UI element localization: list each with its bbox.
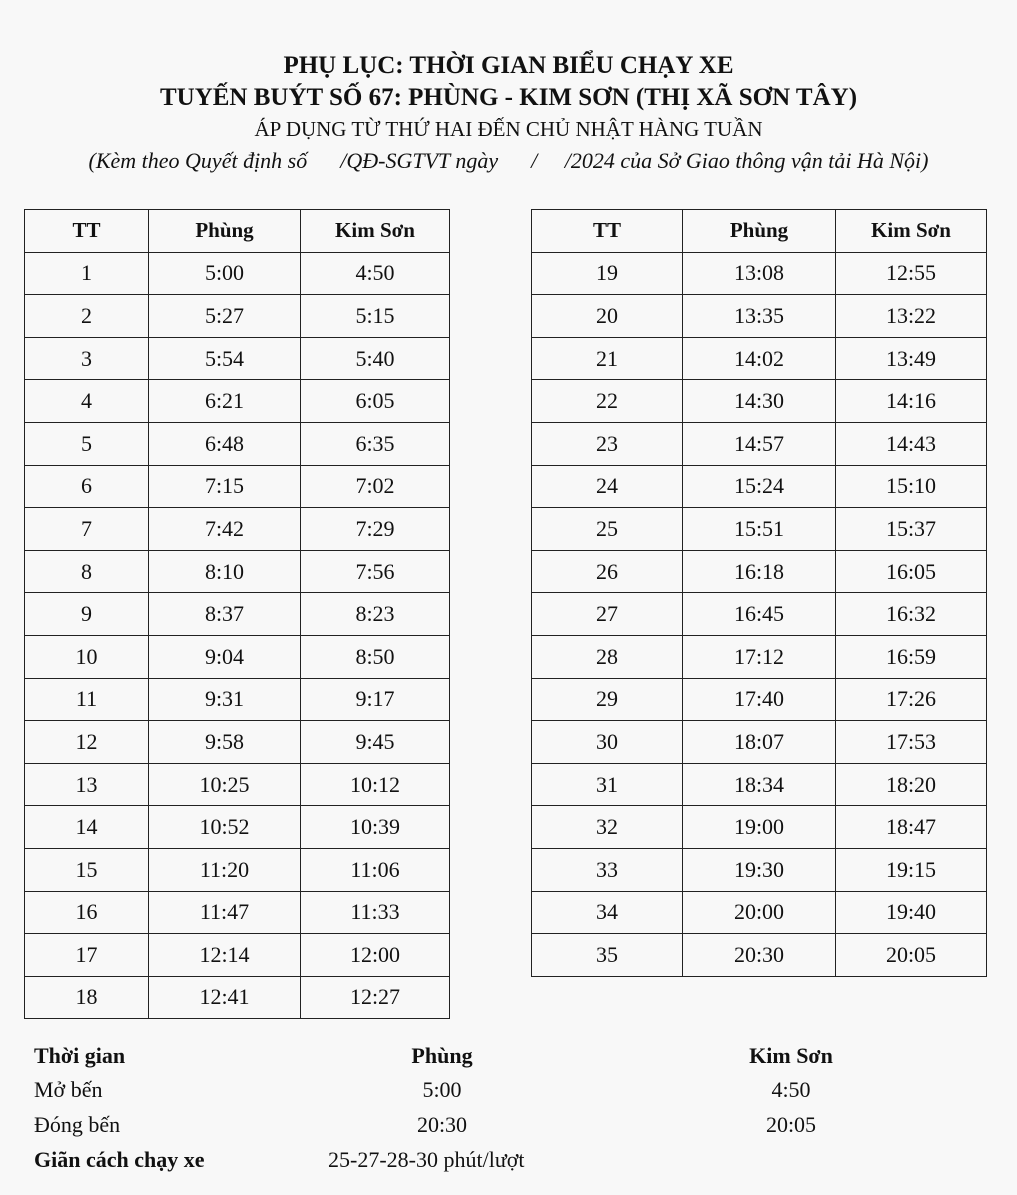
row-tt: 9 [25, 593, 149, 636]
header-kimson: Kim Sơn [836, 210, 987, 253]
row-tt: 34 [532, 891, 683, 934]
close-kimson: 20:05 [765, 1112, 817, 1137]
row-phung-time: 9:04 [149, 635, 301, 678]
table-row [532, 295, 987, 338]
row-phung-time: 10:52 [149, 806, 301, 849]
row-tt: 20 [532, 295, 683, 338]
row-kimson-time: 10:39 [301, 806, 450, 849]
header-tt: TT [25, 210, 149, 253]
table-row [532, 721, 987, 764]
row-phung-time: 5:00 [149, 252, 301, 295]
row-kimson-time: 19:40 [836, 891, 987, 934]
row-phung-time: 7:15 [149, 465, 301, 508]
applicability-note: ÁP DỤNG TỪ THỨ HAI ĐẾN CHỦ NHẬT HÀNG TUẦN [254, 117, 763, 141]
row-phung-time: 14:57 [683, 422, 836, 465]
summary-col-time: Thời gian [34, 1043, 126, 1068]
route-title: TUYẾN BUÝT SỐ 67: PHÙNG - KIM SƠN (THỊ XÃ SƠN TÂY) [159, 84, 858, 111]
close-phung: 20:30 [416, 1112, 468, 1137]
row-tt: 4 [25, 380, 149, 423]
summary-close-row [0, 1112, 1017, 1146]
header-phung: Phùng [149, 210, 301, 253]
decision-reference: (Kèm theo Quyết định số /QĐ-SGTVT ngày / /2024 của Sở Giao thông vận tải Hà Nội) [88, 148, 929, 173]
row-kimson-time: 18:47 [836, 806, 987, 849]
row-phung-time: 9:31 [149, 678, 301, 721]
row-phung-time: 20:30 [683, 934, 836, 977]
row-tt: 13 [25, 763, 149, 806]
row-tt: 25 [532, 508, 683, 551]
row-phung-time: 11:47 [149, 891, 301, 934]
row-tt: 22 [532, 380, 683, 423]
row-kimson-time: 13:49 [836, 337, 987, 380]
row-tt: 19 [532, 252, 683, 295]
row-tt: 21 [532, 337, 683, 380]
table-row [25, 380, 450, 423]
table-row [532, 252, 987, 295]
row-phung-time: 9:58 [149, 721, 301, 764]
row-phung-time: 6:21 [149, 380, 301, 423]
row-phung-time: 18:34 [683, 763, 836, 806]
table-row [532, 763, 987, 806]
row-kimson-time: 13:22 [836, 295, 987, 338]
table-row [25, 422, 450, 465]
row-kimson-time: 12:27 [301, 976, 450, 1019]
row-tt: 33 [532, 848, 683, 891]
row-kimson-time: 11:33 [301, 891, 450, 934]
row-kimson-time: 19:15 [836, 848, 987, 891]
row-phung-time: 12:41 [149, 976, 301, 1019]
row-kimson-time: 12:00 [301, 934, 450, 977]
appendix-title: PHỤ LỤC: THỜI GIAN BIỂU CHẠY XE [283, 52, 734, 79]
interval-label: Giãn cách chạy xe [34, 1147, 205, 1172]
row-tt: 15 [25, 848, 149, 891]
table-row [25, 550, 450, 593]
row-kimson-time: 14:43 [836, 422, 987, 465]
header-phung: Phùng [683, 210, 836, 253]
open-phung: 5:00 [422, 1077, 462, 1102]
row-kimson-time: 16:05 [836, 550, 987, 593]
row-tt: 27 [532, 593, 683, 636]
table-row [25, 891, 450, 934]
row-kimson-time: 5:40 [301, 337, 450, 380]
table-row [25, 508, 450, 551]
table-row [25, 465, 450, 508]
summary-col-phung: Phùng [411, 1043, 473, 1068]
table-row [25, 252, 450, 295]
row-phung-time: 17:40 [683, 678, 836, 721]
row-phung-time: 8:37 [149, 593, 301, 636]
table-header-row [25, 210, 450, 253]
table-row [532, 465, 987, 508]
table-row [25, 848, 450, 891]
row-kimson-time: 16:59 [836, 635, 987, 678]
table-row [25, 295, 450, 338]
row-tt: 11 [25, 678, 149, 721]
row-kimson-time: 14:16 [836, 380, 987, 423]
table-row [25, 934, 450, 977]
row-kimson-time: 9:45 [301, 721, 450, 764]
row-phung-time: 15:51 [683, 508, 836, 551]
row-tt: 2 [25, 295, 149, 338]
row-tt: 29 [532, 678, 683, 721]
row-tt: 16 [25, 891, 149, 934]
row-kimson-time: 18:20 [836, 763, 987, 806]
table-row [532, 891, 987, 934]
row-phung-time: 19:30 [683, 848, 836, 891]
schedule-table-right [531, 209, 987, 977]
open-kimson: 4:50 [771, 1077, 811, 1102]
close-label: Đóng bến [34, 1112, 121, 1137]
row-kimson-time: 8:23 [301, 593, 450, 636]
open-label: Mở bến [34, 1077, 103, 1102]
row-phung-time: 18:07 [683, 721, 836, 764]
row-phung-time: 13:35 [683, 295, 836, 338]
row-kimson-time: 10:12 [301, 763, 450, 806]
row-phung-time: 5:27 [149, 295, 301, 338]
row-tt: 24 [532, 465, 683, 508]
row-kimson-time: 15:37 [836, 508, 987, 551]
row-phung-time: 13:08 [683, 252, 836, 295]
row-tt: 10 [25, 635, 149, 678]
row-tt: 31 [532, 763, 683, 806]
row-tt: 8 [25, 550, 149, 593]
row-phung-time: 8:10 [149, 550, 301, 593]
summary-header-row [0, 1043, 1017, 1077]
row-kimson-time: 9:17 [301, 678, 450, 721]
row-phung-time: 20:00 [683, 891, 836, 934]
row-kimson-time: 20:05 [836, 934, 987, 977]
table-row [25, 806, 450, 849]
row-tt: 23 [532, 422, 683, 465]
row-kimson-time: 15:10 [836, 465, 987, 508]
row-kimson-time: 6:35 [301, 422, 450, 465]
table-row [532, 806, 987, 849]
row-kimson-time: 17:26 [836, 678, 987, 721]
row-tt: 6 [25, 465, 149, 508]
summary-interval-row [0, 1147, 1017, 1181]
table-row [25, 763, 450, 806]
row-phung-time: 11:20 [149, 848, 301, 891]
row-tt: 28 [532, 635, 683, 678]
table-header-row [532, 210, 987, 253]
table-row [25, 337, 450, 380]
row-phung-time: 10:25 [149, 763, 301, 806]
row-tt: 12 [25, 721, 149, 764]
table-row [532, 422, 987, 465]
document-header [0, 50, 1017, 178]
summary-open-row [0, 1077, 1017, 1111]
row-kimson-time: 7:02 [301, 465, 450, 508]
table-row [532, 550, 987, 593]
row-phung-time: 16:45 [683, 593, 836, 636]
row-tt: 7 [25, 508, 149, 551]
row-phung-time: 17:12 [683, 635, 836, 678]
row-tt: 5 [25, 422, 149, 465]
row-kimson-time: 12:55 [836, 252, 987, 295]
table-row [532, 635, 987, 678]
table-row [532, 380, 987, 423]
row-tt: 30 [532, 721, 683, 764]
table-row [25, 635, 450, 678]
row-kimson-time: 7:29 [301, 508, 450, 551]
table-row [532, 593, 987, 636]
row-kimson-time: 7:56 [301, 550, 450, 593]
row-phung-time: 7:42 [149, 508, 301, 551]
row-phung-time: 14:02 [683, 337, 836, 380]
row-phung-time: 16:18 [683, 550, 836, 593]
row-kimson-time: 6:05 [301, 380, 450, 423]
row-tt: 17 [25, 934, 149, 977]
table-row [25, 721, 450, 764]
table-row [532, 508, 987, 551]
row-tt: 32 [532, 806, 683, 849]
row-tt: 14 [25, 806, 149, 849]
row-phung-time: 14:30 [683, 380, 836, 423]
row-phung-time: 6:48 [149, 422, 301, 465]
row-kimson-time: 16:32 [836, 593, 987, 636]
row-phung-time: 5:54 [149, 337, 301, 380]
header-kimson: Kim Sơn [301, 210, 450, 253]
summary-col-kimson: Kim Sơn [749, 1043, 833, 1068]
schedule-table-left [24, 209, 450, 1019]
row-kimson-time: 8:50 [301, 635, 450, 678]
row-tt: 18 [25, 976, 149, 1019]
row-kimson-time: 5:15 [301, 295, 450, 338]
interval-value: 25-27-28-30 phút/lượt [328, 1147, 525, 1172]
row-tt: 3 [25, 337, 149, 380]
table-row [532, 678, 987, 721]
table-row [532, 848, 987, 891]
row-kimson-time: 17:53 [836, 721, 987, 764]
row-phung-time: 15:24 [683, 465, 836, 508]
table-row [25, 593, 450, 636]
table-row [25, 976, 450, 1019]
header-tt: TT [532, 210, 683, 253]
table-row [532, 934, 987, 977]
row-tt: 1 [25, 252, 149, 295]
row-kimson-time: 11:06 [301, 848, 450, 891]
table-row [25, 678, 450, 721]
row-tt: 26 [532, 550, 683, 593]
row-phung-time: 12:14 [149, 934, 301, 977]
table-row [532, 337, 987, 380]
row-phung-time: 19:00 [683, 806, 836, 849]
row-tt: 35 [532, 934, 683, 977]
row-kimson-time: 4:50 [301, 252, 450, 295]
